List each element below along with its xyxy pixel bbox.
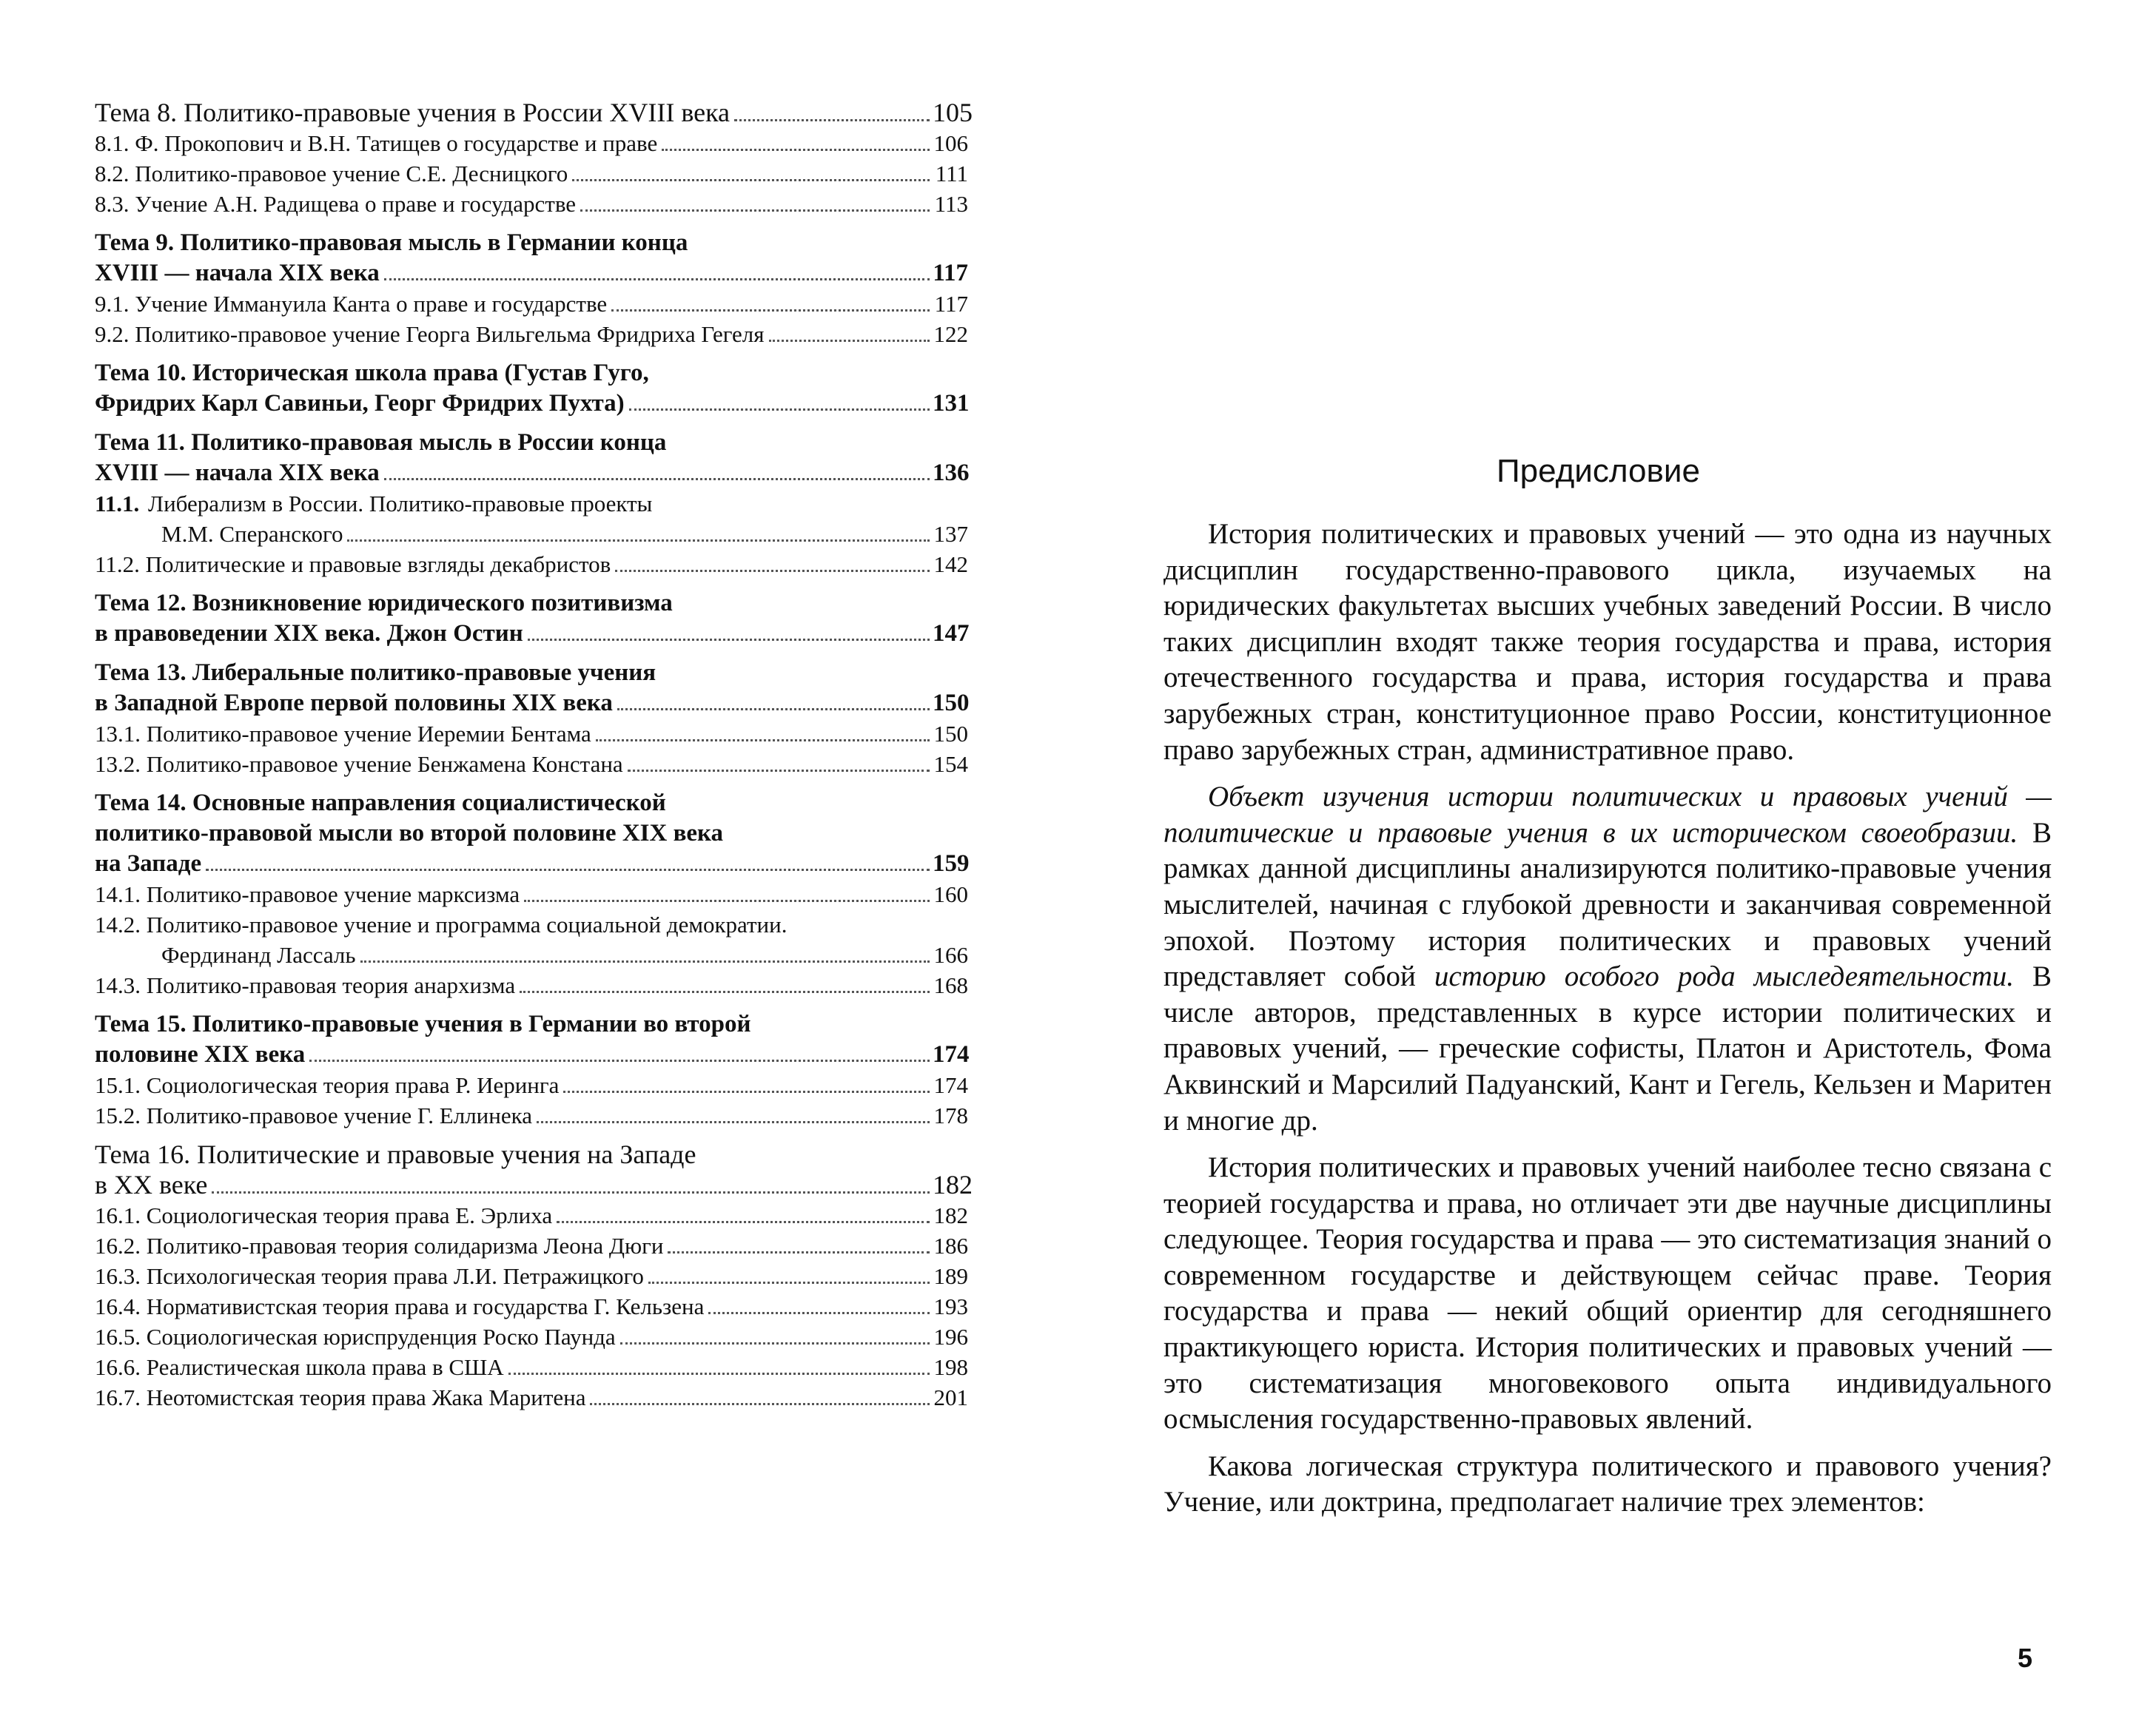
toc-entry-title: 13.2. Политико-правовое учение Бенжамена Констана — [95, 751, 623, 777]
toc-entry — [95, 428, 968, 488]
toc-entry-title: 16.7. Неотомистская теория права Жака Маритена — [95, 1384, 586, 1410]
toc-entry — [95, 1100, 968, 1131]
toc-entry — [95, 488, 968, 549]
toc-leader-dots — [384, 277, 930, 280]
toc-entry — [95, 1291, 968, 1322]
toc-entry-title: 16.2. Политико-правовая теория солидаризма Леона Дюги — [95, 1233, 664, 1259]
toc-page-number: 117 — [934, 291, 968, 317]
preface-paragraph-3: История политических и правовых учений наиболее тесно связана с теорией государства и права, но отличает эти две научные дисциплины следующее. Теория государства и права — это систематизация знаний о современном государстве и действующем сейчас праве. Теория государства и права — некий общий ориентир для сегодняшнего практикующего юриста. История политических и правовых учений — это систематизация многовекового опыта индивидуального осмысления государственно-правовых явлений. — [1163, 1151, 2052, 1436]
toc-entry-title: XVIII — начала XIX века — [95, 260, 380, 286]
toc-page-number: 182 — [933, 1170, 973, 1199]
toc-page-number: 122 — [933, 321, 968, 347]
toc-leader-dots — [596, 738, 930, 741]
preface-italic-1: Объект изучения истории политических и правовых учений — политические и правовые учения в их историческом своеобразии. — [1163, 781, 2052, 849]
toc-leader-dots — [668, 1251, 930, 1254]
toc-leader-dots — [769, 339, 930, 342]
toc-page-number: 142 — [933, 551, 968, 577]
preface-title: Предисловие — [1497, 453, 1700, 489]
toc-entry — [95, 319, 968, 349]
toc-page-number: 168 — [933, 972, 968, 998]
toc-leader-dots — [617, 707, 930, 710]
toc-entry — [95, 1009, 968, 1070]
toc-entry-title: 16.6. Реалистическая школа права в США — [95, 1354, 504, 1380]
toc-leader-dots — [734, 118, 930, 121]
toc-page-number: 147 — [933, 620, 970, 647]
toc-page-number: 137 — [933, 521, 968, 547]
toc-entry-title: Фердинанд Лассаль — [161, 942, 356, 968]
toc-entry — [95, 1070, 968, 1100]
toc-entry — [95, 549, 968, 579]
toc-leader-dots — [508, 1372, 930, 1375]
toc-entry — [95, 788, 968, 879]
toc-page-number: 154 — [933, 751, 968, 777]
preface-text-2: В числе авторов, представленных в курсе истории политических и правовых учений, — греческие софисты, Платон и Аристотель, Фома Аквинский и Марсилий Падуанский, Кант и Гегель, Кельзен и Маритен и многие др. — [1163, 960, 2052, 1137]
toc-leader-dots — [384, 477, 930, 480]
toc-entry-title: Тема 13. Либеральные политико-правовые учения — [95, 659, 656, 686]
preface-body — [1163, 516, 2052, 1532]
toc-page-number: 182 — [933, 1202, 968, 1228]
toc-leader-dots — [572, 178, 930, 181]
toc-page-number: 131 — [933, 390, 970, 417]
toc-entry-title: 11.1. Либерализм в России. Политико-правовые проекты — [95, 491, 653, 516]
toc-entry-title: 14.3. Политико-правовая теория анархизма — [95, 972, 516, 998]
toc-entry — [95, 189, 968, 219]
toc-leader-dots — [620, 1342, 930, 1345]
toc-page-number: 136 — [933, 460, 970, 486]
toc-entry — [95, 1200, 968, 1231]
preface-italic-2: историю особого рода мыследеятельности. — [1434, 960, 2015, 993]
toc-entry — [95, 289, 968, 319]
toc-entry-title: 16.1. Социологическая теория права Е. Эрлиха — [95, 1202, 553, 1228]
toc-entry-title: 16.4. Нормативистская теория права и государства Г. Кельзена — [95, 1293, 705, 1319]
toc-leader-dots — [537, 1120, 930, 1123]
toc-leader-dots — [524, 899, 930, 902]
toc-entry-title: Тема 8. Политико-правовые учения в России XVIII века — [95, 98, 731, 127]
toc-entry-title: Тема 15. Политико-правовые учения в Германии во второй — [95, 1011, 751, 1037]
toc-entry — [95, 749, 968, 779]
toc-entry — [95, 358, 968, 419]
toc-page-number: 198 — [933, 1354, 968, 1380]
toc-entry-title: Тема 14. Основные направления социалистической — [95, 790, 666, 816]
toc-entry — [95, 1382, 968, 1413]
toc-page-number: 113 — [934, 191, 968, 217]
toc-entry-title: половине XIX века — [95, 1041, 306, 1068]
toc-entry-title: 14.2. Политико-правовое учение и программа социальной демократии. — [95, 912, 787, 938]
toc-page-number: 174 — [933, 1072, 968, 1098]
toc-entry-title: 9.2. Политико-правовое учение Георга Вильгельма Фридриха Гегеля — [95, 321, 765, 347]
toc-entry-title: Тема 10. Историческая школа права (Густав Гуго, — [95, 360, 649, 386]
toc-entry — [95, 879, 968, 909]
toc-entry-title: 15.1. Социологическая теория права Р. Иеринга — [95, 1072, 560, 1098]
toc-leader-dots — [662, 148, 930, 151]
preface-paragraph-1: История политических и правовых учений — это одна из научных дисциплин государственно-правового цикла, изучаемых на юридических факультетах высших учебных заведений России. В число таких дисциплин входят также теория государства и права, история отечественного государства и права, история государства и права зарубежных стран, конституционное право России, конституционное право зарубежных стран, административное право. — [1163, 518, 2052, 766]
toc-leader-dots — [360, 960, 930, 963]
toc-entry-title: 14.1. Политико-правовое учение марксизма — [95, 881, 520, 907]
toc-entry-title: 8.1. Ф. Прокопович и В.Н. Татищев о государстве и праве — [95, 130, 658, 156]
toc-entry-title: 8.3. Учение А.Н. Радищева о праве и государстве — [95, 191, 577, 217]
toc-entry-title: в XX веке — [95, 1170, 208, 1199]
toc-page-number: 160 — [933, 881, 968, 907]
toc-page-number: 174 — [933, 1041, 970, 1068]
toc-page-number: 150 — [933, 690, 970, 716]
toc-entry — [95, 1231, 968, 1261]
toc-page-number: 117 — [933, 260, 968, 286]
toc-entry-title: Тема 16. Политические и правовые учения на Западе — [95, 1140, 696, 1169]
toc-entry-title: 9.1. Учение Иммануила Канта о праве и государстве — [95, 291, 608, 317]
toc-leader-dots — [309, 1059, 930, 1062]
toc-entry-title: XVIII — начала XIX века — [95, 460, 380, 486]
toc-leader-dots — [557, 1220, 930, 1223]
toc-entry — [95, 128, 968, 158]
toc-page-number: 150 — [933, 721, 968, 747]
toc-page-number: 178 — [933, 1103, 968, 1128]
toc-entry — [95, 158, 968, 189]
preface-text-1: В рамках данной дисциплины анализируются политико-правовые учения мыслителей, начиная с глубокой древности и заканчивая современной эпохой. Поэтому история политических и правовых учений представляет собой — [1163, 816, 2052, 993]
toc-entry — [95, 719, 968, 749]
toc-leader-dots — [520, 990, 930, 993]
right-page — [1078, 0, 2156, 1733]
toc-leader-dots — [615, 569, 930, 572]
toc-entry — [95, 1261, 968, 1291]
toc-leader-dots — [708, 1311, 930, 1314]
toc-entry-title: 11.2. Политические и правовые взгляды декабристов — [95, 551, 611, 577]
toc-page-number: 111 — [935, 161, 968, 186]
toc-leader-dots — [590, 1402, 930, 1405]
toc-page-number: 196 — [933, 1324, 968, 1350]
toc-leader-dots — [563, 1090, 930, 1093]
toc-leader-dots — [212, 1191, 930, 1194]
toc-leader-dots — [528, 638, 930, 641]
toc-page-number: 159 — [933, 850, 970, 877]
page-number: 5 — [2018, 1643, 2033, 1673]
toc-leader-dots — [611, 309, 930, 312]
toc-page-number: 166 — [933, 942, 968, 968]
toc-entry — [95, 1322, 968, 1352]
toc-page-number: 201 — [933, 1384, 968, 1410]
toc-entry — [95, 909, 968, 970]
toc-leader-dots — [206, 868, 930, 871]
toc-entry — [95, 588, 968, 649]
toc-page-number: 106 — [933, 130, 968, 156]
toc-entry-title: 15.2. Политико-правовое учение Г. Еллинека — [95, 1103, 532, 1128]
toc-entry-title: Фридрих Карл Савиньи, Георг Фридрих Пухта) — [95, 390, 625, 417]
toc-leader-dots — [580, 209, 930, 212]
toc-entry — [95, 98, 973, 128]
preface-paragraph-2 — [1163, 779, 2052, 1139]
toc-entry — [95, 970, 968, 1000]
toc-entry — [95, 1352, 968, 1382]
toc-entry — [95, 1140, 973, 1200]
toc-entry-title: М.М. Сперанского — [161, 521, 343, 547]
toc-leader-dots — [629, 408, 930, 411]
toc-entry-title: в Западной Европе первой половины XIX века — [95, 690, 613, 716]
toc-page-number: 193 — [933, 1293, 968, 1319]
toc-entry-title: 16.5. Социологическая юриспруденция Роско Паунда — [95, 1324, 616, 1350]
toc-entry-title: 16.3. Психологическая теория права Л.И. Петражицкого — [95, 1263, 644, 1289]
toc-entry — [95, 228, 968, 289]
toc-leader-dots — [648, 1281, 930, 1284]
preface-paragraph-4: Какова логическая структура политического и правового учения? Учение, или доктрина, предполагает наличие трех элементов: — [1163, 1450, 2052, 1518]
toc-entry-number: 11.1. — [95, 491, 140, 516]
table-of-contents — [95, 98, 973, 1413]
toc-entry — [95, 658, 968, 719]
toc-page-number: 186 — [933, 1233, 968, 1259]
toc-entry-title: 13.1. Политико-правовое учение Иеремии Бентама — [95, 721, 591, 747]
toc-entry-title: 8.2. Политико-правовое учение С.Е. Десницкого — [95, 161, 568, 186]
toc-entry-title: Тема 12. Возникновение юридического позитивизма — [95, 590, 673, 616]
toc-entry-title: в правоведении XIX века. Джон Остин — [95, 620, 523, 647]
toc-entry-title: Тема 11. Политико-правовая мысль в России конца — [95, 429, 667, 456]
toc-entry-title: Тема 9. Политико-правовая мысль в Германии конца — [95, 229, 688, 256]
toc-page-number: 189 — [933, 1263, 968, 1289]
toc-entry-title: политико-правовой мысли во второй половине XIX века — [95, 820, 724, 847]
toc-entry-title: на Западе — [95, 850, 202, 877]
toc-page-number: 105 — [933, 98, 973, 127]
toc-leader-dots — [628, 769, 930, 772]
toc-leader-dots — [347, 539, 930, 542]
